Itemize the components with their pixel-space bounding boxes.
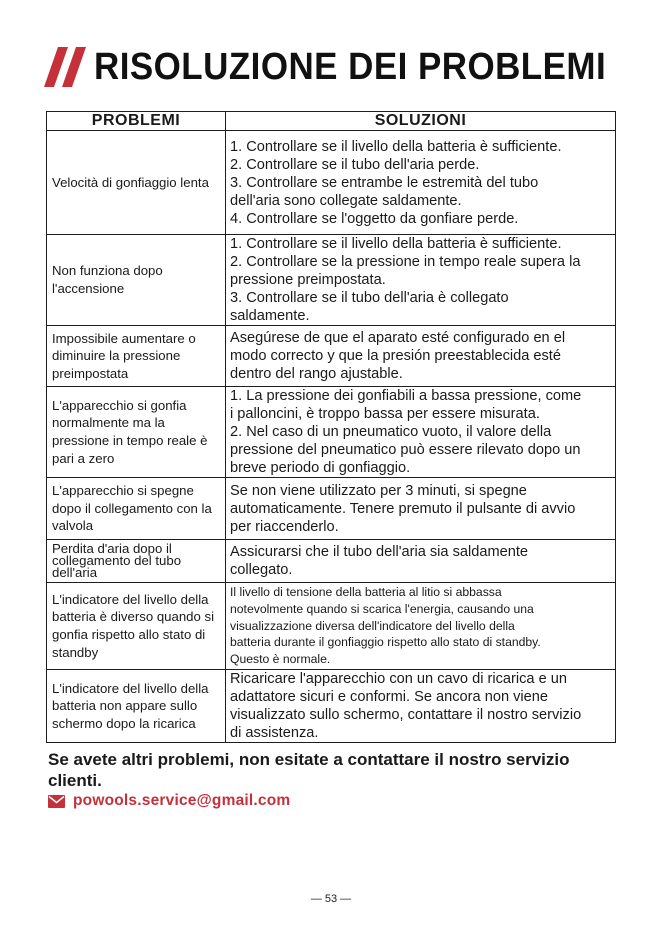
table-row: [47, 326, 616, 387]
problem-cell: L'apparecchio si gonfia normalmente ma la pressione in tempo reale è pari a zero: [47, 387, 226, 478]
email-link[interactable]: powools.service@gmail.com: [73, 792, 291, 809]
solution-line: i palloncini, è troppo bassa per essere misurata.: [230, 406, 540, 422]
solution-line: Assicurarsi che il tubo dell'aria sia saldamente: [230, 544, 529, 560]
table-row: [47, 131, 616, 235]
table-row: [47, 235, 616, 326]
solution-line: batteria durante il gonfiaggio rispetto allo stato di standby.: [230, 635, 541, 650]
double-slash-icon: [44, 47, 88, 87]
solution-line: dell'aria sono collegate saldamente.: [230, 192, 462, 209]
solution-cell: [226, 326, 616, 387]
solution-line: pressione preimpostata.: [230, 272, 386, 288]
solution-line: 2. Controllare se il tubo dell'aria perde.: [230, 156, 480, 173]
email-contact: [48, 792, 290, 810]
solution-line: Se non viene utilizzato per 3 minuti, si spegne: [230, 482, 527, 499]
solution-line: modo correcto y que la presión preestablecida esté: [230, 348, 561, 364]
page-heading: [44, 42, 651, 92]
page-title: RISOLUZIONE DEI PROBLEMI: [94, 45, 607, 88]
solution-cell: [226, 583, 616, 670]
solution-line: 2. Nel caso di un pneumatico vuoto, il valore della: [230, 424, 552, 440]
solution-line: 1. La pressione dei gonfiabili a bassa pressione, come: [230, 388, 582, 404]
problem-cell: Non funziona dopo l'accensione: [47, 235, 226, 326]
table-row: [47, 540, 616, 583]
solution-line: 3. Controllare se il tubo dell'aria è collegato: [230, 290, 509, 306]
solution-line: visualizzazione diversa dell'indicatore del livello della: [230, 618, 515, 633]
solution-cell: [226, 478, 616, 540]
solution-cell: [226, 235, 616, 326]
problems-column-header: PROBLEMI: [47, 112, 226, 131]
solution-line: Ricaricare l'apparecchio con un cavo di ricarica e un: [230, 671, 567, 687]
solution-line: dentro del rango ajustable.: [230, 366, 403, 382]
contact-note: Se avete altri problemi, non esitate a contattare il nostro servizio clienti.: [48, 750, 570, 790]
page-number: — 53 —: [310, 893, 352, 905]
solution-line: Questo è normale.: [230, 652, 331, 667]
solution-cell: [226, 387, 616, 478]
problem-cell: L'apparecchio si spegne dopo il collegamento con la valvola: [47, 478, 226, 540]
solutions-column-header: SOLUZIONI: [226, 112, 616, 131]
table-row: [47, 478, 616, 540]
problem-cell: L'indicatore del livello della batteria è diverso quando si gonfia rispetto allo stato di standby: [47, 583, 226, 670]
solution-line: breve periodo di gonfiaggio.: [230, 460, 411, 476]
solution-line: visualizzato sullo schermo, contattare il nostro servizio: [230, 707, 582, 723]
solution-cell: [226, 540, 616, 583]
solution-line: di assistenza.: [230, 725, 319, 741]
solution-line: pressione del pneumatico può essere rilevato dopo un: [230, 442, 581, 458]
solution-line: adattatore sicuri e conformi. Se ancora non viene: [230, 689, 548, 705]
table-row: [47, 387, 616, 478]
problem-cell: Velocità di gonfiaggio lenta: [47, 131, 226, 235]
solution-cell: [226, 131, 616, 235]
solution-line: Asegúrese de que el aparato esté configurado en el: [230, 330, 566, 346]
table-row: [47, 583, 616, 670]
envelope-icon: [48, 795, 65, 808]
solution-line: per riaccenderlo.: [230, 518, 339, 535]
problem-cell: L'indicatore del livello della batteria non appare sullo schermo dopo la ricarica: [47, 670, 226, 743]
solution-line: notevolmente quando si scarica l'energia, causando una: [230, 601, 534, 616]
table-header-row: [47, 112, 616, 131]
troubleshooting-table: [46, 111, 616, 743]
solution-cell: [226, 670, 616, 743]
solution-line: 1. Controllare se il livello della batteria è sufficiente.: [230, 236, 562, 252]
solution-line: collegato.: [230, 562, 293, 578]
solution-line: 4. Controllare se l'oggetto da gonfiare perde.: [230, 210, 519, 227]
problem-cell: Impossibile aumentare o diminuire la pressione preimpostata: [47, 326, 226, 387]
problem-cell: Perdita d'aria dopo il collegamento del tubo dell'aria: [47, 540, 226, 583]
table-row: [47, 670, 616, 743]
solution-line: 1. Controllare se il livello della batteria è sufficiente.: [230, 138, 562, 155]
solution-line: Il livello di tensione della batteria al litio si abbassa: [230, 585, 502, 599]
solution-line: 2. Controllare se la pressione in tempo reale supera la: [230, 254, 581, 270]
solution-line: automaticamente. Tenere premuto il pulsante di avvio: [230, 500, 576, 517]
solution-line: 3. Controllare se entrambe le estremità del tubo: [230, 174, 539, 191]
solution-line: saldamente.: [230, 308, 310, 324]
